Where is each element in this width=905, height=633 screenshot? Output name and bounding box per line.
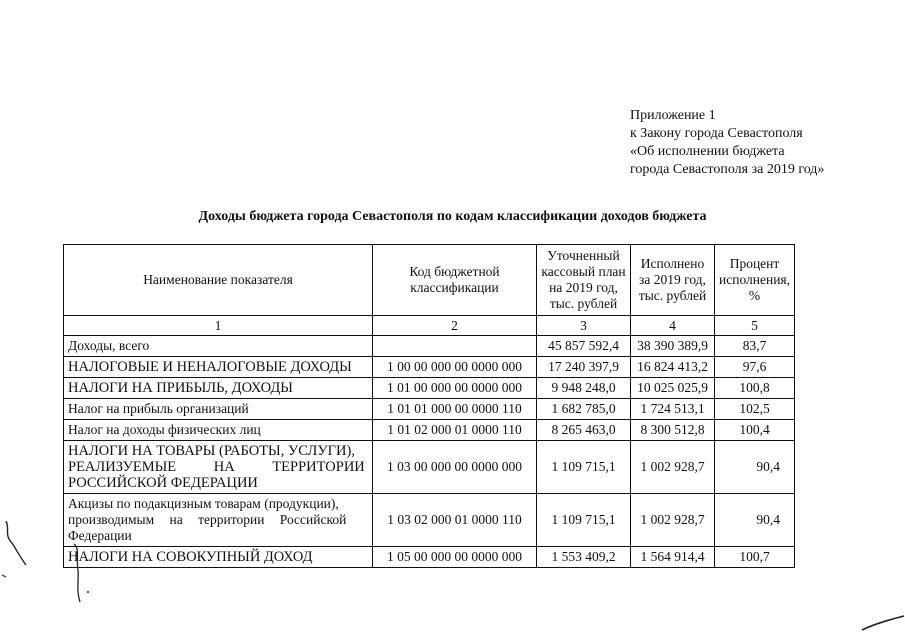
row-name-line: РОССИЙСКОЙ ФЕДЕРАЦИИ	[68, 475, 258, 491]
row-code: 1 03 00 000 00 0000 000	[373, 441, 537, 494]
row-done: 1 002 928,7	[631, 494, 715, 547]
row-plan: 1 109 715,1	[537, 494, 631, 547]
column-number: 2	[373, 316, 537, 336]
row-done: 1 002 928,7	[631, 441, 715, 494]
row-pct: 102,5	[715, 399, 795, 420]
table-row	[64, 399, 795, 420]
table-row	[64, 420, 795, 441]
row-plan: 1 682 785,0	[537, 399, 631, 420]
row-done: 38 390 389,9	[631, 336, 715, 357]
appendix-line: к Закону города Севастополя	[630, 126, 803, 141]
header-name: Наименование показателя	[64, 245, 373, 316]
column-number: 5	[715, 316, 795, 336]
row-done: 10 025 025,9	[631, 378, 715, 399]
header-done: Исполнено за 2019 год, тыс. рублей	[631, 245, 715, 316]
row-plan: 45 857 592,4	[537, 336, 631, 357]
row-pct: 100,7	[715, 547, 795, 568]
row-name-line: Акцизы по подакцизным товарам (продукции),	[68, 496, 339, 511]
row-code	[373, 336, 537, 357]
appendix-line: «Об исполнении бюджета	[630, 144, 785, 159]
table-row	[64, 357, 795, 378]
row-name: Доходы, всего	[64, 336, 373, 357]
appendix-line: Приложение 1	[630, 108, 716, 123]
revenue-table	[63, 244, 795, 568]
row-name: НАЛОГИ НА ПРИБЫЛЬ, ДОХОДЫ	[64, 378, 373, 399]
row-done: 1 724 513,1	[631, 399, 715, 420]
row-done: 1 564 914,4	[631, 547, 715, 568]
row-plan: 1 553 409,2	[537, 547, 631, 568]
header-plan: Уточненный кассовый план на 2019 год, тыс. рублей	[537, 245, 631, 316]
row-code: 1 03 02 000 01 0000 110	[373, 494, 537, 547]
table-row	[64, 441, 795, 494]
appendix-note	[630, 107, 824, 179]
row-name-line: производимым на территории Российской	[68, 512, 347, 527]
row-done: 16 824 413,2	[631, 357, 715, 378]
row-pct: 90,4	[715, 441, 795, 494]
row-name	[64, 494, 373, 547]
row-code: 1 01 01 000 00 0000 110	[373, 399, 537, 420]
corner-pen-mark	[860, 612, 905, 633]
row-pct: 100,8	[715, 378, 795, 399]
row-plan: 17 240 397,9	[537, 357, 631, 378]
column-number: 1	[64, 316, 373, 336]
row-name	[64, 441, 373, 494]
row-name-line	[68, 443, 368, 459]
column-number: 3	[537, 316, 631, 336]
row-code: 1 05 00 000 00 0000 000	[373, 547, 537, 568]
row-name: Налог на доходы физических лиц	[64, 420, 373, 441]
row-pct: 97,6	[715, 357, 795, 378]
table-header-row	[64, 245, 795, 316]
row-name-line: РЕАЛИЗУЕМЫЕ НА ТЕРРИТОРИИ	[68, 459, 365, 475]
row-pct: 100,4	[715, 420, 795, 441]
table-row	[64, 378, 795, 399]
column-number: 4	[631, 316, 715, 336]
column-number-row	[64, 316, 795, 336]
row-plan: 1 109 715,1	[537, 441, 631, 494]
header-code: Код бюджетной классификации	[373, 245, 537, 316]
margin-scribble	[0, 515, 40, 605]
table-row	[64, 547, 795, 568]
table-row	[64, 336, 795, 357]
row-name-line: Федерации	[68, 528, 132, 543]
row-plan: 8 265 463,0	[537, 420, 631, 441]
row-pct: 83,7	[715, 336, 795, 357]
row-name: НАЛОГИ НА СОВОКУПНЫЙ ДОХОД	[64, 547, 373, 568]
row-pct: 90,4	[715, 494, 795, 547]
row-name-text: НАЛОГИ НА ТОВАРЫ (РАБОТЫ, УСЛУГИ),	[68, 443, 355, 459]
row-code: 1 00 00 000 00 0000 000	[373, 357, 537, 378]
appendix-line: города Севастополя за 2019 год»	[630, 162, 825, 177]
row-name: НАЛОГОВЫЕ И НЕНАЛОГОВЫЕ ДОХОДЫ	[64, 357, 373, 378]
header-pct: Процент исполнения, %	[715, 245, 795, 316]
table-row	[64, 494, 795, 547]
row-done: 8 300 512,8	[631, 420, 715, 441]
row-plan: 9 948 248,0	[537, 378, 631, 399]
document-title: Доходы бюджета города Севастополя по кодам классификации доходов бюджета	[198, 209, 707, 224]
row-code: 1 01 00 000 00 0000 000	[373, 378, 537, 399]
row-code: 1 01 02 000 01 0000 110	[373, 420, 537, 441]
row-name: Налог на прибыль организаций	[64, 399, 373, 420]
